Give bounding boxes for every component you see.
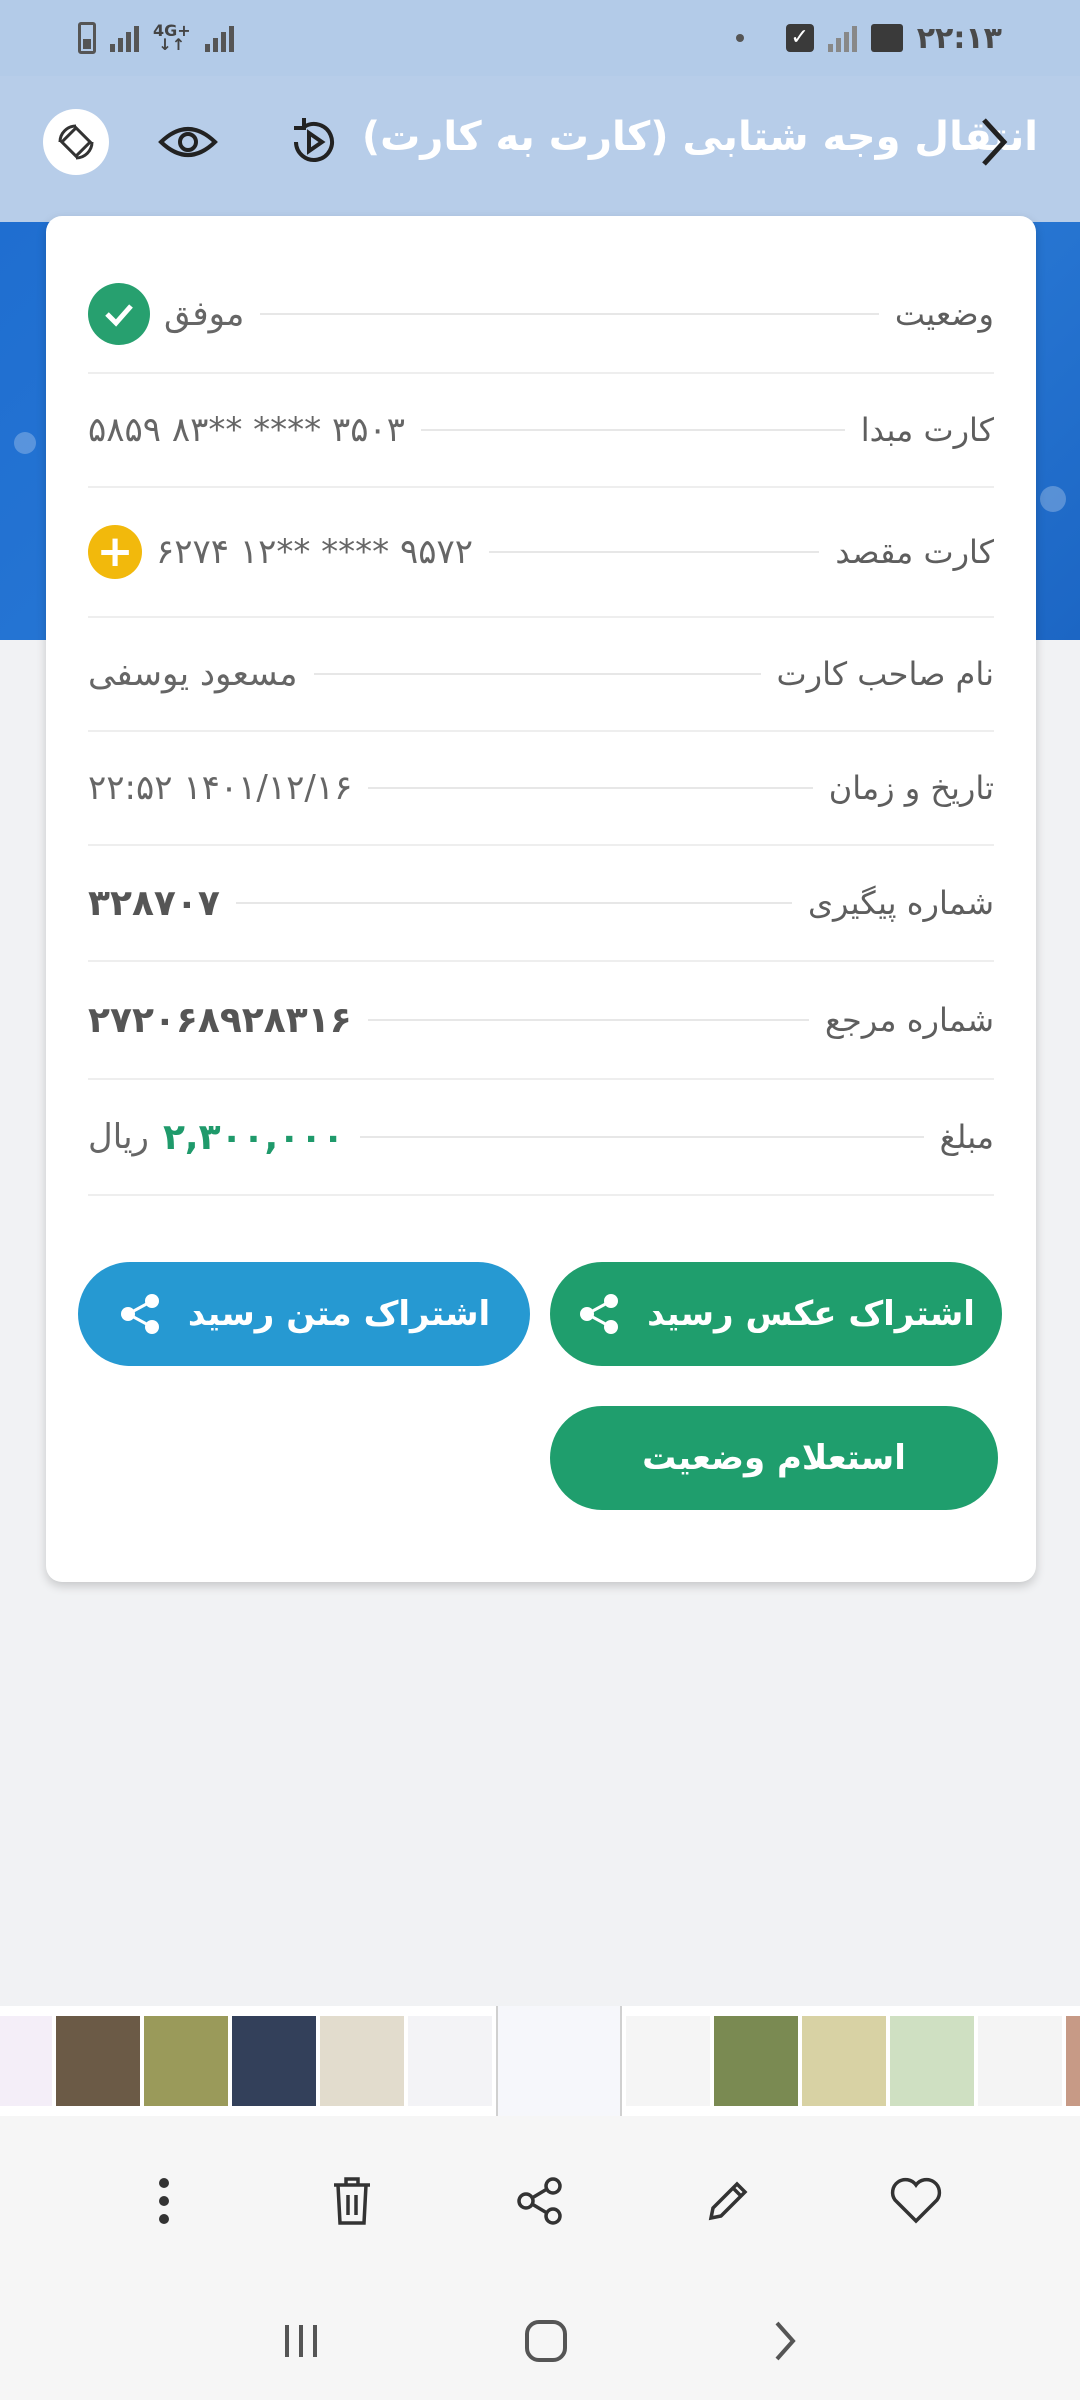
row-status — [88, 256, 994, 374]
page-title: انتقال وجه شتابی (کارت به کارت) — [361, 114, 1038, 160]
thumbnail[interactable] — [0, 2016, 52, 2106]
checkbox-icon: ✓ — [786, 24, 814, 52]
signal-icon-2 — [205, 24, 234, 52]
row-reference-number — [88, 962, 994, 1080]
datetime-value: ۱۴۰۱/۱۲/۱۶ ۲۲:۵۲ — [88, 768, 353, 808]
amount-value: ۲,۳۰۰,۰۰۰ — [162, 1116, 345, 1158]
row-divider — [368, 1019, 809, 1021]
row-divider — [489, 551, 819, 553]
share-icon[interactable] — [500, 2161, 580, 2241]
row-label: تاریخ و زمان — [828, 769, 994, 807]
share-image-label: اشتراک عکس رسید — [647, 1294, 975, 1334]
row-label: کارت مقصد — [835, 533, 994, 571]
status-bar — [0, 0, 1080, 76]
tracking-number: ۳۲۸۷۰۷ — [88, 882, 220, 924]
thumbnail[interactable] — [56, 2016, 140, 2106]
thumbnail[interactable] — [232, 2016, 316, 2106]
back-nav-icon[interactable] — [771, 2319, 799, 2367]
row-value — [88, 525, 489, 579]
status-right-icons — [736, 21, 1002, 56]
card-holder-name: مسعود یوسفی — [88, 654, 298, 694]
trash-icon[interactable] — [312, 2161, 392, 2241]
row-source-card — [88, 374, 994, 488]
status-value: موفق — [164, 294, 245, 334]
add-card-icon[interactable]: + — [88, 525, 142, 579]
gallery-thumbnail-strip[interactable] — [0, 2006, 1080, 2116]
bottom-toolbar — [0, 2116, 1080, 2286]
row-amount — [88, 1080, 994, 1196]
row-tracking-number — [88, 846, 994, 962]
status-left-icons — [78, 22, 234, 54]
share-icon — [118, 1292, 162, 1336]
thumbnail[interactable] — [802, 2016, 886, 2106]
source-card-number: ۵۸۵۹ ۸۳** **** ۳۵۰۳ — [88, 410, 406, 450]
battery-icon — [78, 22, 96, 54]
share-text-label: اشتراک متن رسید — [187, 1294, 491, 1334]
row-divider — [236, 902, 792, 904]
replay-icon[interactable] — [278, 106, 350, 178]
status-time: ۲۲:۱۳ — [916, 20, 1002, 56]
thumbnail[interactable] — [320, 2016, 404, 2106]
row-card-holder — [88, 618, 994, 732]
inquiry-label: استعلام وضعیت — [642, 1438, 906, 1478]
system-navigation-bar — [0, 2286, 1080, 2400]
home-nav-icon[interactable] — [523, 2318, 569, 2368]
back-chevron-icon[interactable] — [958, 106, 1030, 178]
row-label: نام صاحب کارت — [776, 655, 994, 693]
row-divider — [360, 1136, 923, 1138]
row-destination-card — [88, 488, 994, 618]
thumbnail[interactable] — [978, 2016, 1062, 2106]
thumbnail[interactable] — [626, 2016, 710, 2106]
row-value — [88, 283, 260, 345]
inquiry-button[interactable] — [550, 1406, 998, 1510]
more-vertical-icon[interactable] — [124, 2161, 204, 2241]
app-header — [0, 76, 1080, 222]
receipt-card — [46, 216, 1036, 1582]
row-label: مبلغ — [939, 1118, 994, 1156]
eye-icon[interactable] — [152, 106, 224, 178]
thumbnail[interactable] — [1066, 2016, 1080, 2106]
row-datetime — [88, 732, 994, 846]
rotate-icon[interactable] — [40, 106, 112, 178]
success-check-icon — [88, 283, 150, 345]
reference-number: ۲۷۲۰۶۸۹۲۸۳۱۶ — [88, 999, 352, 1041]
row-label: کارت مبدا — [860, 411, 994, 449]
row-label: شماره پیگیری — [807, 884, 994, 922]
share-text-button[interactable] — [78, 1262, 530, 1366]
row-label: وضعیت — [894, 295, 994, 333]
row-divider — [368, 787, 812, 789]
thumbnail[interactable] — [890, 2016, 974, 2106]
image-icon — [871, 24, 903, 52]
heart-icon[interactable] — [876, 2161, 956, 2241]
share-icon — [577, 1292, 621, 1336]
edit-icon[interactable] — [688, 2161, 768, 2241]
row-label: شماره مرجع — [824, 1001, 994, 1039]
thumbnail[interactable] — [408, 2016, 492, 2106]
signal-icon — [110, 24, 139, 52]
row-divider — [314, 673, 761, 675]
signal-unknown-icon — [828, 24, 857, 52]
share-image-button[interactable] — [550, 1262, 1002, 1366]
dot-icon — [736, 34, 744, 42]
row-value — [88, 1117, 360, 1158]
thumbnail[interactable] — [714, 2016, 798, 2106]
row-divider — [421, 429, 845, 431]
row-value — [88, 410, 421, 450]
thumbnail-selected[interactable] — [496, 2006, 622, 2116]
network-4g-icon: 4G+ ↓↑ — [153, 21, 191, 54]
thumbnail[interactable] — [144, 2016, 228, 2106]
destination-card-number: ۶۲۷۴ ۱۲** **** ۹۵۷۲ — [156, 532, 474, 572]
recent-apps-icon[interactable] — [281, 2321, 321, 2365]
amount-unit: ریال — [88, 1117, 149, 1157]
row-divider — [260, 313, 878, 315]
